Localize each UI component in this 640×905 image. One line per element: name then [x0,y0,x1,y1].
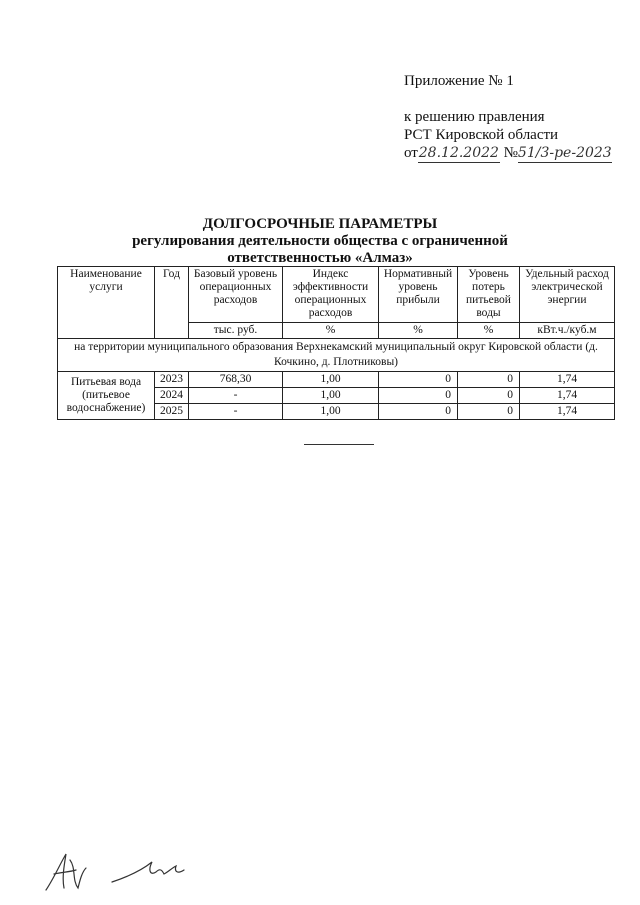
unit-base: тыс. руб. [189,323,283,339]
unit-energy: кВт.ч./куб.м [520,323,615,339]
header-profit-level: Нормативный уровень прибыли [379,267,458,323]
signatures [40,848,210,896]
row-profit: 0 [379,404,458,420]
header-water-losses: Уровень потерь питьевой воды [458,267,520,323]
header-efficiency-index: Индекс эффективности операционных расходов [283,267,379,323]
unit-losses: % [458,323,520,339]
doc-title-line3: ответственностью «Алмаз» [227,250,413,266]
row-base: - [189,388,283,404]
service-name: Питьевая вода (питьевое водоснабжение) [58,372,155,420]
appendix-label: Приложение № 1 [404,73,514,89]
row-index: 1,00 [283,404,379,420]
doc-title-line2: регулирования деятельности общества с ограниченной [132,233,508,249]
row-energy: 1,74 [520,372,615,388]
org-line: РСТ Кировской области [404,127,559,143]
separator-line [304,444,374,445]
parameters-table [57,266,615,420]
row-year: 2025 [155,404,189,420]
number-prefix: № [503,145,518,161]
decision-line: к решению правления [404,109,545,125]
row-profit: 0 [379,372,458,388]
row-year: 2023 [155,372,189,388]
row-profit: 0 [379,388,458,404]
region-label: на территории муниципального образования Верхнекамский муниципальный округ Кировской области (д. Кочкино, д. Плотниковы) [58,339,615,372]
table-header-row [58,267,615,323]
unit-profit: % [379,323,458,339]
header-year: Год [155,267,189,339]
row-losses: 0 [458,388,520,404]
header-service: Наименование услуги [58,267,155,339]
row-index: 1,00 [283,388,379,404]
row-year: 2024 [155,388,189,404]
row-energy: 1,74 [520,388,615,404]
table-region-row [58,339,615,372]
row-losses: 0 [458,372,520,388]
header-energy-consumption: Удельный расход электрической энергии [520,267,615,323]
row-index: 1,00 [283,372,379,388]
handwritten-date: 28.12.2022 [418,145,499,161]
from-prefix: от [404,145,418,161]
row-losses: 0 [458,404,520,420]
date-number-line [404,144,612,163]
row-base: - [189,404,283,420]
unit-index: % [283,323,379,339]
handwritten-number: 51/3-ре-2023 [517,145,612,161]
doc-title-line1: ДОЛГОСРОЧНЫЕ ПАРАМЕТРЫ [202,216,438,232]
table-row [58,372,615,388]
row-energy: 1,74 [520,404,615,420]
header-base-level: Базовый уровень операционных расходов [189,267,283,323]
row-base: 768,30 [189,372,283,388]
